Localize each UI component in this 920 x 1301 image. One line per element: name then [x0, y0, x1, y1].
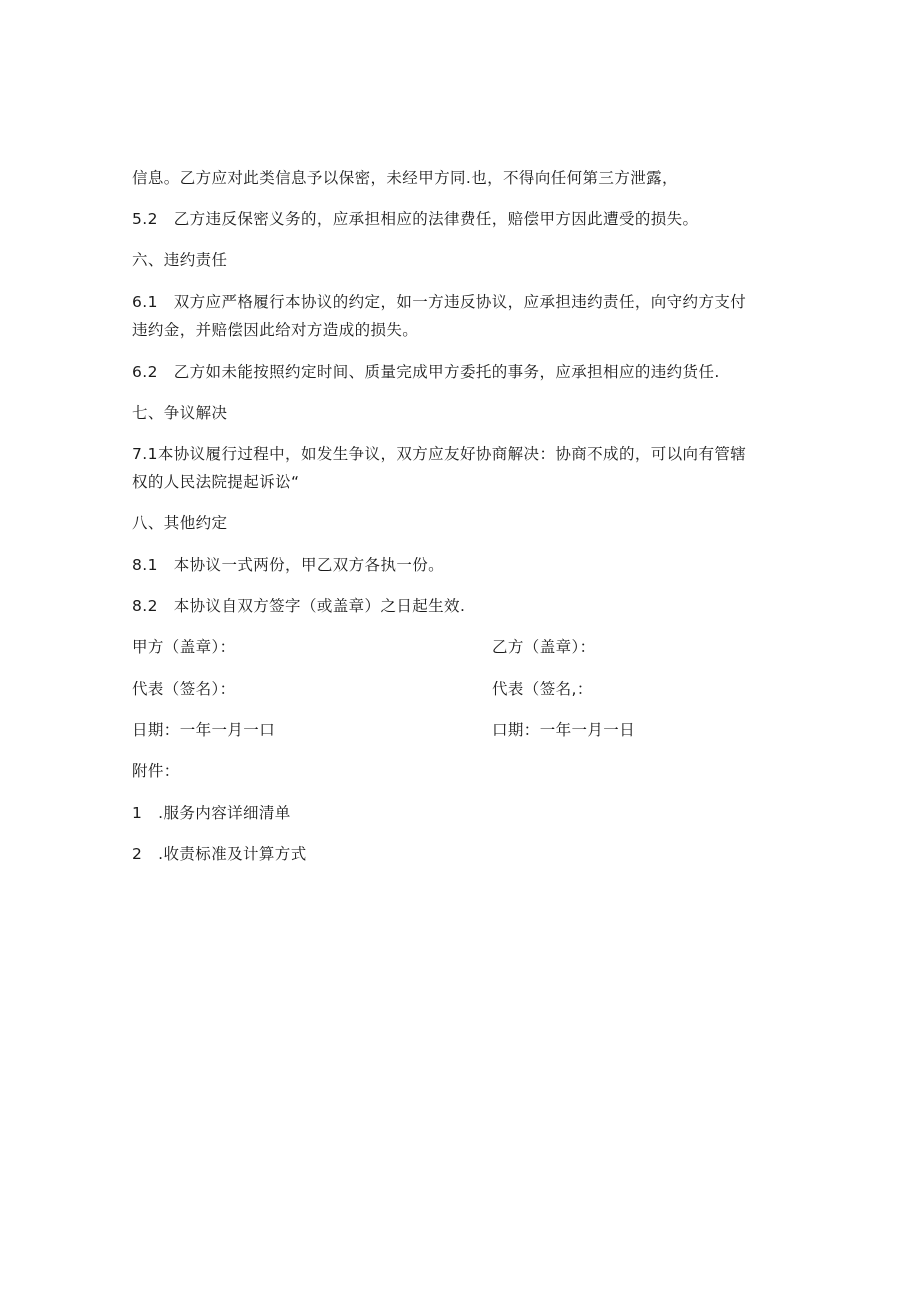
section-heading-7: 七、争议解决	[132, 404, 228, 422]
paragraph-line-6-1: 6.1 双方应严格履行本协议的约定，如一方违反协议，应承担违约责任，向守约方支付	[132, 293, 747, 311]
paragraph-line-7-1-cont: 权的人民法院提起诉讼“	[132, 473, 300, 491]
party-b-seal-label: 乙方（盖章）：	[492, 638, 596, 656]
paragraph-line-8-1: 8.1 本协议一式两份，甲乙双方各执一份。	[132, 556, 445, 574]
attachment-item: 2 .收责标准及计算方式	[132, 845, 307, 863]
party-b-date-label: 口期：一年一月一日	[492, 721, 636, 739]
paragraph-line-6-1-cont: 违约金，并赔偿因此给对方造成的损失。	[132, 321, 419, 339]
paragraph-line-5-1-cont: 信息。乙方应对此类信息予以保密，未经甲方同.也，不得向任何第三方泄露，	[132, 169, 678, 187]
party-a-seal-label: 甲方（盖章）：	[132, 638, 236, 656]
party-b-rep-label: 代表（签名,：	[492, 680, 593, 698]
party-a-rep-label: 代表（签名）：	[132, 680, 236, 698]
section-heading-8: 八、其他约定	[132, 514, 228, 532]
party-a-date-label: 日期：一年一月一口	[132, 721, 276, 739]
paragraph-line-8-2: 8.2 本协议自双方签字（或盖章）之日起生效.	[132, 597, 466, 615]
attachments-heading: 附件：	[132, 762, 180, 780]
paragraph-line-5-2: 5.2 乙方违反保密义务的，应承担相应的法律费任，赔偿甲方因此遭受的损失。	[132, 210, 699, 228]
paragraph-line-7-1: 7.1本协议履行过程中，如发生争议，双方应友好协商解决：协商不成的，可以向有管辖	[132, 445, 747, 463]
attachment-item: 1 .服务内容详细清单	[132, 804, 291, 822]
paragraph-line-6-2: 6.2 乙方如未能按照约定时间、质量完成甲方委托的事务，应承担相应的违约货任.	[132, 363, 720, 381]
section-heading-6: 六、违约责任	[132, 251, 228, 269]
